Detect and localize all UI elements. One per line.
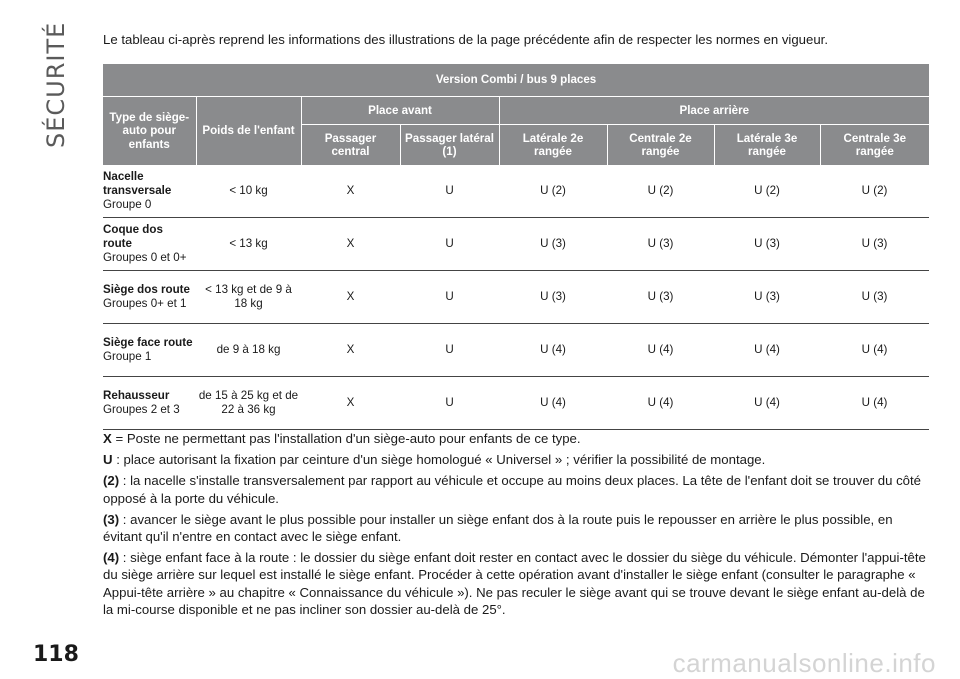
weight-cell: de 9 à 18 kg (196, 324, 301, 377)
table-row (103, 324, 929, 377)
sub-header-cell: Passager central (301, 125, 400, 166)
position-cell: U (2) (499, 165, 607, 218)
seat-type-cell (103, 165, 196, 218)
weight-cell: < 13 kg et de 9 à 18 kg (196, 271, 301, 324)
seat-type-name: Rehausseur (103, 389, 170, 403)
position-cell: U (2) (607, 165, 714, 218)
position-cell: U (4) (714, 377, 820, 430)
legend-note (103, 472, 929, 506)
position-cell: U (3) (499, 218, 607, 271)
version-header: Version Combi / bus 9 places (103, 64, 929, 97)
weight-cell: < 13 kg (196, 218, 301, 271)
legend-key: (2) (103, 473, 120, 489)
position-cell: U (3) (499, 271, 607, 324)
seat-type-name: Siège face route (103, 336, 193, 350)
legend-text: : la nacelle s'installe transversalement par rapport au véhicule et occupe au moins deux places. La tête de l'enfant doit se trouver du côté opposé à la porte du véhicule. (103, 473, 922, 506)
position-cell: U (2) (714, 165, 820, 218)
legend-note (103, 451, 929, 468)
position-cell: X (301, 271, 400, 324)
position-cell: U (4) (714, 324, 820, 377)
table-row (103, 165, 929, 218)
position-cell: U (4) (607, 324, 714, 377)
sub-header-cell: Centrale 3e rangée (820, 125, 929, 166)
seat-type-cell (103, 271, 196, 324)
weight-cell: de 15 à 25 kg et de 22 à 36 kg (196, 377, 301, 430)
seat-type-cell (103, 324, 196, 377)
section-label (34, 21, 74, 150)
seat-type-group: Groupes 2 et 3 (103, 403, 180, 416)
position-cell: U (3) (607, 218, 714, 271)
position-cell: U (3) (820, 218, 929, 271)
position-cell: U (4) (607, 377, 714, 430)
position-cell: U (4) (499, 377, 607, 430)
sub-header-cell: Latérale 3e rangée (714, 125, 820, 166)
position-cell: U (4) (820, 324, 929, 377)
legend-key: (4) (103, 550, 120, 566)
position-cell: U (400, 377, 499, 430)
col-header-weight: Poids de l'enfant (196, 97, 301, 166)
weight-cell: < 10 kg (196, 165, 301, 218)
seat-type-group: Groupe 0 (103, 197, 152, 211)
position-cell: U (4) (499, 324, 607, 377)
legend-note (103, 511, 929, 545)
table-row (103, 377, 929, 430)
section-label-text: SÉCURITÉ (42, 21, 70, 148)
legend-text: : place autorisant la fixation par ceinture d'un siège homologué « Universel » ; vérifier la possibilité de montage. (116, 452, 766, 468)
position-cell: U (400, 324, 499, 377)
table-row (103, 271, 929, 324)
legend-note (103, 430, 929, 447)
legend-key: (3) (103, 511, 120, 527)
table-body (103, 165, 929, 430)
sub-header-cell: Centrale 2e rangée (607, 125, 714, 166)
intro-text: Le tableau ci-après reprend les informations des illustrations de la page précédente afin de respecter les normes en vigueur. (103, 32, 829, 47)
seat-type-group: Groupe 1 (103, 350, 152, 363)
legend-note (103, 549, 929, 618)
position-cell: X (301, 324, 400, 377)
seat-type-group: Groupes 0+ et 1 (103, 297, 187, 310)
sub-header-cell: Latérale 2e rangée (499, 125, 607, 166)
position-cell: U (3) (714, 218, 820, 271)
seat-type-cell (103, 377, 196, 430)
position-cell: X (301, 377, 400, 430)
position-cell: U (400, 218, 499, 271)
position-cell: U (4) (820, 377, 929, 430)
position-cell: U (400, 271, 499, 324)
col-header-type: Type de siège-auto pour enfants (103, 97, 196, 166)
seat-type-group: Groupes 0 et 0+ (103, 250, 187, 264)
position-cell: U (400, 165, 499, 218)
seat-type-cell (103, 218, 196, 271)
seat-type-name: Siège dos route (103, 283, 190, 297)
legend-text: = Poste ne permettant pas l'installation d'un siège-auto pour enfants de ce type. (115, 431, 581, 446)
position-cell: U (3) (714, 271, 820, 324)
legend-key: U (103, 452, 113, 468)
position-cell: X (301, 165, 400, 218)
position-cell: U (3) (607, 271, 714, 324)
group-header-front: Place avant (301, 97, 499, 125)
legend-text: : avancer le siège avant le plus possible pour installer un siège enfant dos à la route puis le repousser en arrière le plus possible, en évitant qu'il n'entre en contact avec le siège enfant. (103, 511, 893, 545)
seat-type-name: Coque dos route (103, 223, 163, 251)
position-cell: U (3) (820, 271, 929, 324)
child-seat-table (103, 64, 929, 430)
watermark: carmanualsonline.info (672, 648, 936, 678)
group-header-rear: Place arrière (499, 97, 929, 125)
page-number: 118 (33, 642, 79, 667)
table-row (103, 218, 929, 271)
legend-notes (103, 430, 929, 622)
legend-text: : siège enfant face à la route : le dossier du siège enfant doit rester en contact avec le dossier du siège du véhicule. Démonter l'appui-tête du siège arrière sur lequel est installé le siège enfant. Procéder à cette opération avant d'installer le siège enfant (consulter le paragraphe « Appui-tête arrière » au chapitre « Connaissance du véhicule »). Ne pas reculer le siège avant qui se trouve devant le siège enfant au-delà de la mi-course disponible et ne pas incliner son dossier au-delà de 25°. (103, 550, 926, 617)
position-cell: U (2) (820, 165, 929, 218)
seat-type-name: Nacelle transversale (103, 170, 172, 198)
sub-header-cell: Passager latéral (1) (400, 125, 499, 166)
position-cell: X (301, 218, 400, 271)
legend-key: X (103, 431, 112, 446)
